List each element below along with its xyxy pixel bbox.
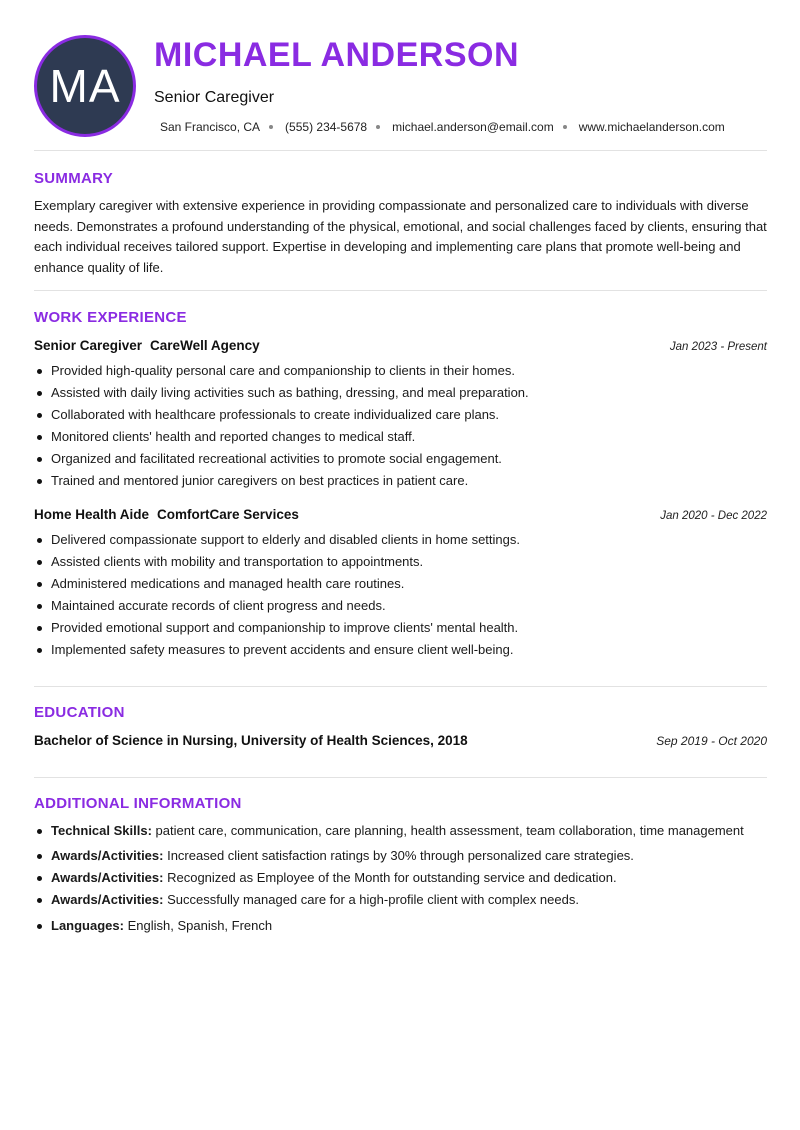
job-role-line [34, 507, 299, 522]
job-dates: Jan 2020 - Dec 2022 [660, 510, 767, 522]
list-item: Monitored clients' health and reported changes to medical staff. [34, 426, 767, 448]
info-value: English, Spanish, French [127, 918, 273, 933]
list-item: Assisted clients with mobility and transportation to appointments. [34, 551, 767, 573]
contact-phone[interactable]: (555) 234-5678 [285, 120, 368, 134]
job-header [34, 338, 767, 353]
list-item [34, 867, 774, 889]
contact-email[interactable]: michael.anderson@email.com [392, 120, 554, 134]
job-role-line [34, 338, 260, 353]
section-title-education: EDUCATION [34, 704, 125, 721]
contact-bar [160, 120, 725, 134]
list-item: Delivered compassionate support to elderly and disabled clients in home settings. [34, 529, 767, 551]
separator-dot [376, 125, 380, 129]
list-item: Assisted with daily living activities such as bathing, dressing, and meal preparation. [34, 382, 767, 404]
avatar-initials: MA [49, 60, 121, 112]
info-value: Recognized as Employee of the Month for outstanding service and dedication. [167, 870, 617, 885]
job-header [34, 507, 767, 522]
divider [34, 686, 767, 687]
list-item: Organized and facilitated recreational activities to promote social engagement. [34, 448, 767, 470]
list-item: Implemented safety measures to prevent accidents and ensure client well-being. [34, 639, 767, 661]
candidate-name: MICHAEL ANDERSON [154, 36, 520, 74]
section-title-additional-information: ADDITIONAL INFORMATION [34, 795, 242, 812]
list-item: Provided high-quality personal care and companionship to clients in their homes. [34, 360, 767, 382]
section-title-work-experience: WORK EXPERIENCE [34, 309, 187, 326]
info-label: Technical Skills: [51, 823, 152, 838]
list-item: Trained and mentored junior caregivers on best practices in patient care. [34, 470, 767, 492]
info-label: Awards/Activities: [51, 848, 164, 863]
job-company: CareWell Agency [150, 338, 260, 353]
info-label: Awards/Activities: [51, 870, 164, 885]
education-entry [34, 733, 767, 748]
list-item [34, 820, 774, 842]
divider [34, 777, 767, 778]
list-item: Collaborated with healthcare professionals to create individualized care plans. [34, 404, 767, 426]
info-label: Awards/Activities: [51, 892, 164, 907]
contact-location: San Francisco, CA [160, 120, 261, 134]
info-value: patient care, communication, care planning, health assessment, team collaboration, time management [155, 823, 744, 838]
job-bullet-list [34, 360, 767, 492]
info-value: Successfully managed care for a high-profile client with complex needs. [167, 892, 579, 907]
list-item [34, 915, 774, 937]
divider [34, 150, 767, 151]
additional-info-list [34, 820, 774, 937]
divider [34, 290, 767, 291]
list-item: Provided emotional support and companionship to improve clients' mental health. [34, 617, 767, 639]
separator-dot [269, 125, 273, 129]
job-role: Home Health Aide [34, 507, 150, 522]
job-title: Senior Caregiver [154, 89, 275, 106]
job-role: Senior Caregiver [34, 338, 143, 353]
list-item [34, 845, 774, 867]
list-item [34, 889, 774, 911]
list-item: Maintained accurate records of client progress and needs. [34, 595, 767, 617]
job-dates: Jan 2023 - Present [669, 341, 767, 353]
contact-website[interactable]: www.michaelanderson.com [578, 120, 725, 134]
info-label: Languages: [51, 918, 124, 933]
summary-text: Exemplary caregiver with extensive experience in providing compassionate and personalized care to individuals with diverse needs. Demonstrates a profound understanding of the physical, emotional, and social challenges faced by clients, ensuring that each individual receives tailored support. Expertise in developing and implementing care plans that promote well-being and enhance quality of life. [34, 198, 767, 275]
education-dates: Sep 2019 - Oct 2020 [656, 734, 767, 748]
job-bullet-list [34, 529, 767, 661]
job-company: ComfortCare Services [157, 507, 299, 522]
info-value: Increased client satisfaction ratings by 30% through personalized care strategies. [167, 848, 634, 863]
section-title-summary: SUMMARY [34, 170, 114, 187]
avatar [34, 35, 136, 137]
education-degree: Bachelor of Science in Nursing, University of Health Sciences, 2018 [34, 733, 468, 748]
list-item: Administered medications and managed health care routines. [34, 573, 767, 595]
separator-dot [563, 125, 567, 129]
